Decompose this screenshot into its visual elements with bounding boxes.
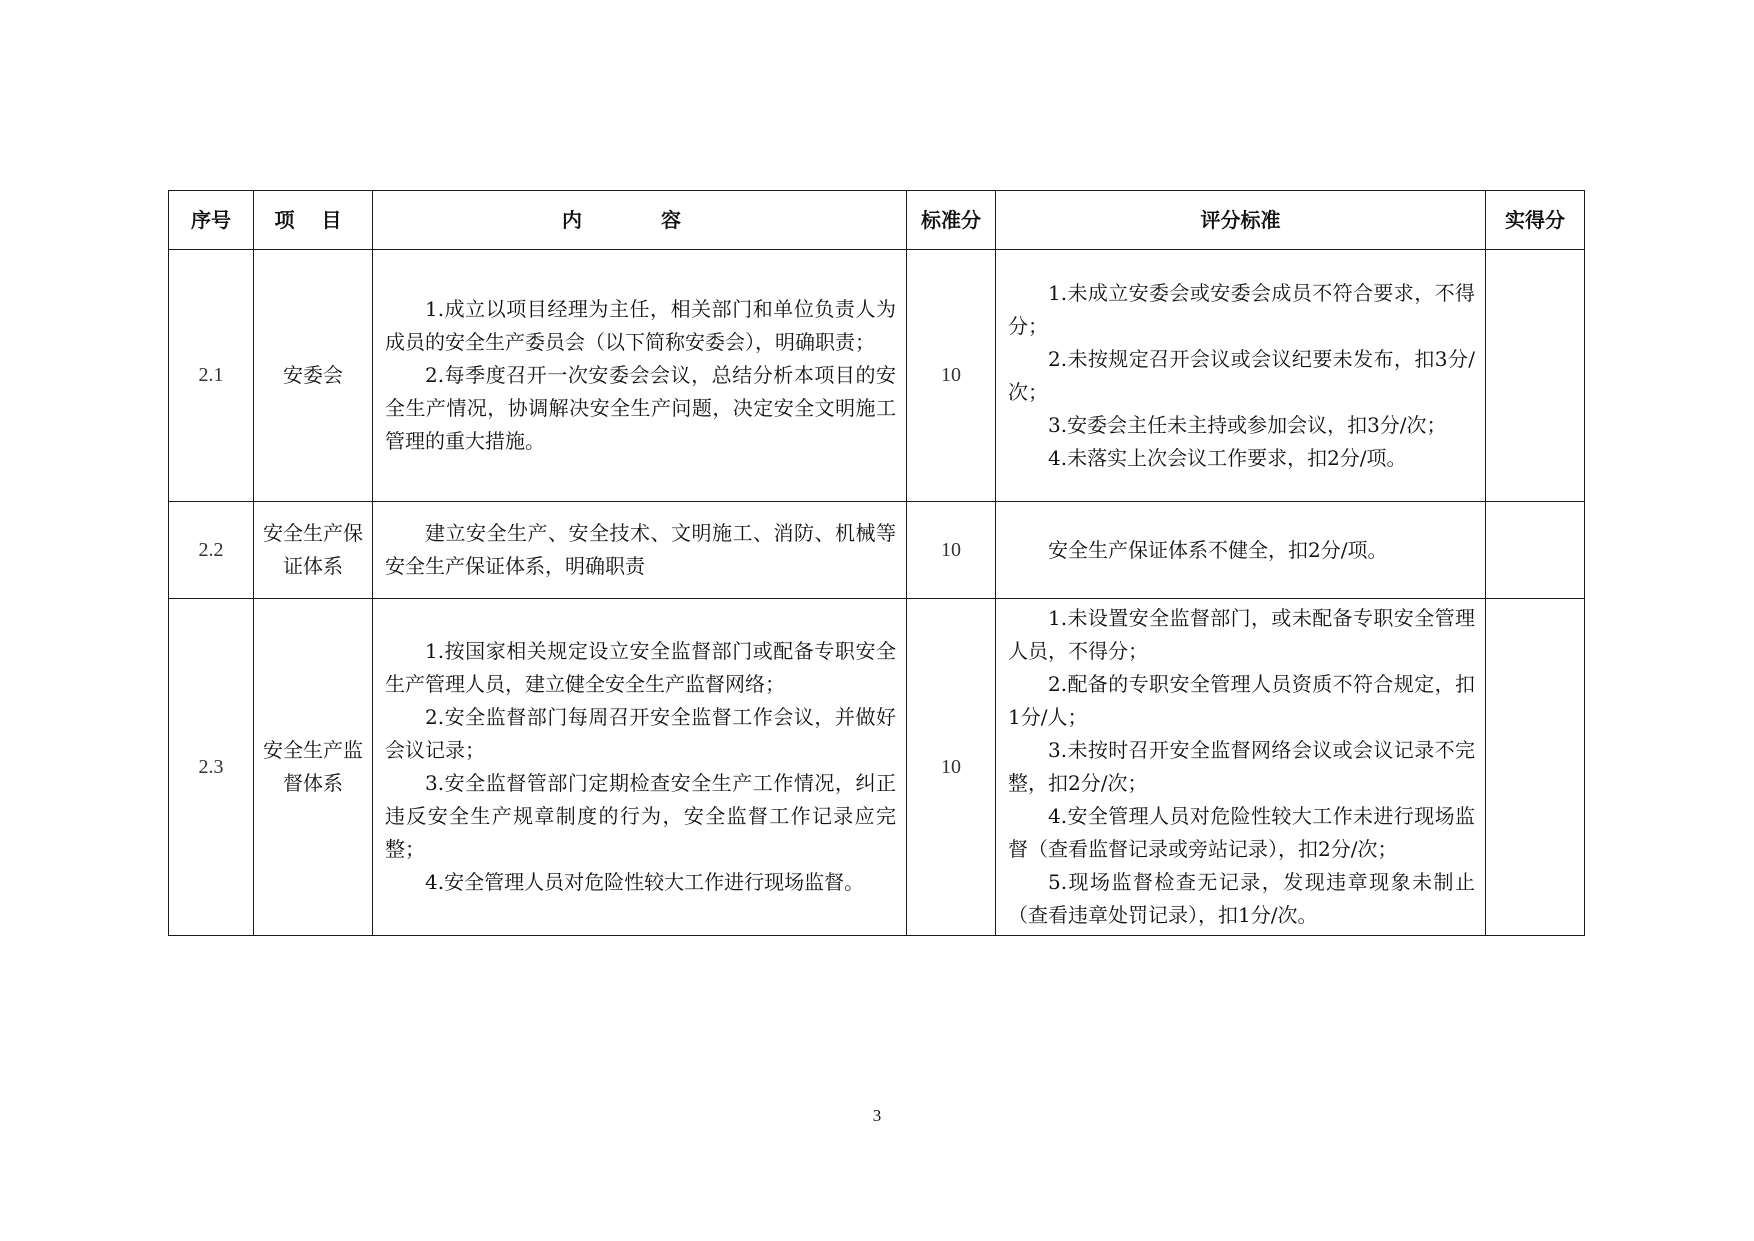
criteria-paragraph: 2.配备的专职安全管理人员资质不符合规定，扣1分/人； [1008,672,1475,729]
row-actual-score [1486,502,1585,599]
row-item: 安委会 [254,250,373,502]
row-criteria [996,502,1486,599]
row-seq: 2.3 [169,599,254,936]
safety-score-table [168,190,1585,936]
content-paragraph: 1.成立以项目经理为主任，相关部门和单位负责人为成员的安全生产委员会（以下简称安委会），明确职责； [385,297,896,354]
criteria-paragraph: 5.现场监督检查无记录，发现违章现象未制止（查看违章处罚记录），扣1分/次。 [1008,870,1475,927]
row-seq: 2.2 [169,502,254,599]
criteria-paragraph: 4.未落实上次会议工作要求，扣2分/项。 [1048,445,1407,470]
row-seq: 2.1 [169,250,254,502]
table-row [169,250,1585,502]
page-number: 3 [872,1106,882,1125]
row-criteria [996,599,1486,936]
row-actual-score [1486,250,1585,502]
criteria-paragraph: 3.未按时召开安全监督网络会议或会议记录不完整，扣2分/次； [1008,738,1475,795]
row-standard-score: 10 [907,502,996,599]
row-content [373,502,907,599]
content-paragraph: 4.安全管理人员对危险性较大工作进行现场监督。 [425,870,865,894]
header-actual-score: 实得分 [1486,191,1585,250]
row-item: 安全生产监督体系 [254,599,373,936]
content-paragraph: 建立安全生产、安全技术、文明施工、消防、机械等安全生产保证体系，明确职责 [385,521,896,578]
header-seq: 序号 [169,191,254,250]
content-paragraph: 3.安全监督管部门定期检查安全生产工作情况，纠正违反安全生产规章制度的行为，安全监督工作记录应完整； [385,771,896,861]
row-standard-score: 10 [907,250,996,502]
row-standard-score: 10 [907,599,996,936]
content-paragraph: 2.安全监督部门每周召开安全监督工作会议，并做好会议记录； [385,705,896,762]
criteria-paragraph: 安全生产保证体系不健全，扣2分/项。 [1048,537,1388,562]
criteria-paragraph: 1.未设置安全监督部门，或未配备专职安全管理人员，不得分； [1008,606,1475,663]
table-row [169,502,1585,599]
table-header-row [169,191,1585,250]
row-content [373,250,907,502]
header-content: 内 容 [373,191,907,250]
table-row [169,599,1585,936]
criteria-paragraph: 3.安委会主任未主持或参加会议，扣3分/次； [1048,412,1447,437]
row-actual-score [1486,599,1585,936]
row-criteria [996,250,1486,502]
row-item: 安全生产保证体系 [254,502,373,599]
header-criteria: 评分标准 [996,191,1486,250]
row-content [373,599,907,936]
content-paragraph: 1.按国家相关规定设立安全监督部门或配备专职安全生产管理人员，建立健全安全生产监督网络； [385,639,896,696]
criteria-paragraph: 2.未按规定召开会议或会议纪要未发布，扣3分/次； [1008,346,1475,404]
criteria-paragraph: 1.未成立安委会或安委会成员不符合要求，不得分； [1008,280,1475,338]
content-paragraph: 2.每季度召开一次安委会会议，总结分析本项目的安全生产情况，协调解决安全生产问题，决定安全文明施工管理的重大措施。 [385,363,896,453]
header-standard-score: 标准分 [907,191,996,250]
criteria-paragraph: 4.安全管理人员对危险性较大工作未进行现场监督（查看监督记录或旁站记录），扣2分/次； [1008,804,1475,861]
header-item: 项 目 [254,191,373,250]
